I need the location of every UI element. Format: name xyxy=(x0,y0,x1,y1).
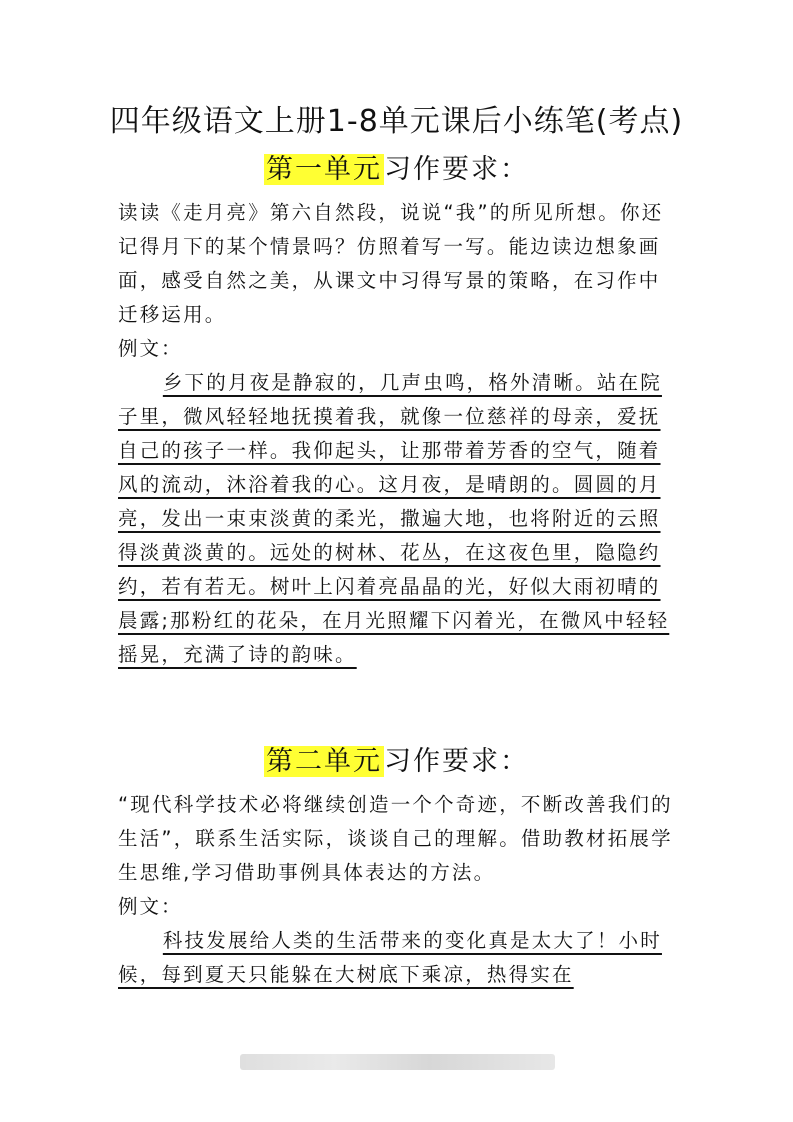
section-1-heading-rest: 习作要求： xyxy=(384,154,529,185)
section-1-heading-highlight: 第一单元 xyxy=(266,154,382,185)
document-title: 四年级语文上册1-8单元课后小练笔(考点) xyxy=(109,104,684,139)
section-2-heading-highlight: 第二单元 xyxy=(266,746,382,777)
blurred-footer-watermark xyxy=(240,1054,555,1070)
section-1-heading xyxy=(0,150,793,190)
section-2-example-text xyxy=(118,924,678,992)
section-2-example-underlined: 科技发展给人类的生活带来的变化真是太大了！小时候，每到夏天只能躲在大树底下乘凉，热得实在 xyxy=(118,929,662,986)
section-2-requirement: “现代科学技术必将继续创造一个个奇迹，不断改善我们的生活”，联系生活实际，谈谈自己的理解。借助教材拓展学生思维,学习借助事例具体表达的方法。 xyxy=(118,793,673,884)
section-1-example-underlined: 乡下的月夜是静寂的，几声虫鸣，格外清晰。站在院子里，微风轻轻地抚摸着我，就像一位慈祥的母亲，爱抚自己的孩子一样。我仰起头，让那带着芳香的空气，随着风的流动，沐浴着我的心。这月夜，是晴朗的。圆圆的月亮，发出一束束淡黄的柔光，撒遍大地，也将附近的云照得淡黄淡黄的。远处的树林、花丛，在这夜色里，隐隐约约，若有若无。树叶上闪着亮晶晶的光，好似大雨初晴的晨露;那粉红的花朵，在月光照耀下闪着光，在微风中轻轻摇晃，充满了诗的韵味。 xyxy=(118,371,670,666)
section-2-heading-rest: 习作要求： xyxy=(384,746,529,777)
section-1-requirement: 读读《走月亮》第六自然段，说说“我”的所见所想。你还记得月下的某个情景吗？仿照着写一写。能边读边想象画面，感受自然之美，从课文中习得写景的策略，在习作中迁移运用。 xyxy=(118,201,664,326)
section-1-example-label: 例文： xyxy=(118,337,183,360)
section-2-example-label: 例文： xyxy=(118,895,183,918)
section-1-example-text xyxy=(118,366,678,672)
section-2-heading xyxy=(0,742,793,782)
